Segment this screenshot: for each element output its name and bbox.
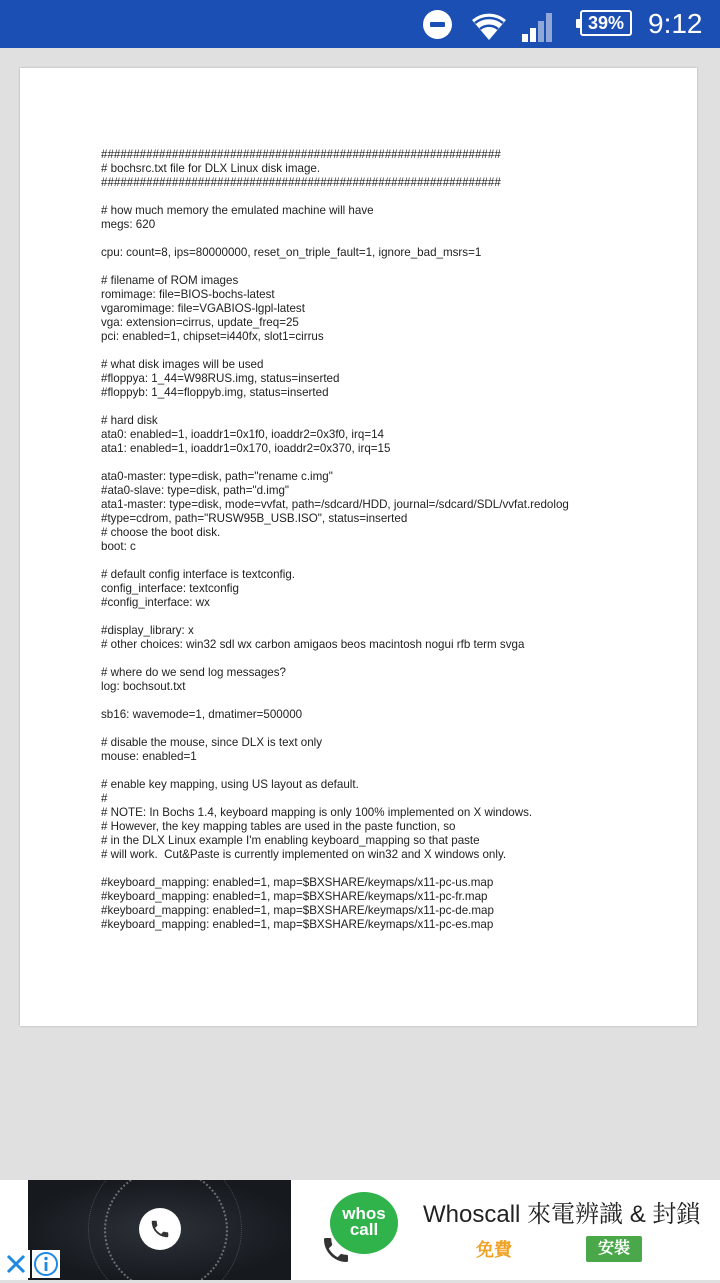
info-icon[interactable] xyxy=(32,1250,60,1278)
whoscall-logo[interactable] xyxy=(310,1180,410,1280)
document-line: #floppya: 1_44=W98RUS.img, status=inserted xyxy=(101,372,340,385)
document-line: ata1-master: type=disk, mode=vvfat, path=/sdcard/HDD, journal=/sdcard/SDL/vvfat.redolog xyxy=(101,498,569,511)
document-line: #type=cdrom, path="RUSW95B_USB.ISO", status=inserted xyxy=(101,512,408,525)
do-not-disturb-icon xyxy=(423,10,452,39)
document-line xyxy=(101,456,691,470)
document-line: #keyboard_mapping: enabled=1, map=$BXSHARE/keymaps/x11-pc-es.map xyxy=(101,918,494,931)
document-line: # in the DLX Linux example I'm enabling keyboard_mapping so that paste xyxy=(101,834,480,847)
document-line: log: bochsout.txt xyxy=(101,680,186,693)
ad-video[interactable] xyxy=(28,1180,291,1280)
install-button[interactable]: 安裝 xyxy=(586,1236,642,1262)
document-line: # filename of ROM images xyxy=(101,274,239,287)
document-line xyxy=(101,260,691,274)
phone-icon xyxy=(320,1234,352,1266)
document-line: cpu: count=8, ips=80000000, reset_on_triple_fault=1, ignore_bad_msrs=1 xyxy=(101,246,482,259)
wifi-icon xyxy=(470,8,508,42)
document-line: # bochsrc.txt file for DLX Linux disk image. xyxy=(101,162,321,175)
document-line: vga: extension=cirrus, update_freq=25 xyxy=(101,316,299,329)
document-line: # disable the mouse, since DLX is text only xyxy=(101,736,323,749)
document-line: boot: c xyxy=(101,540,136,553)
document-line xyxy=(101,344,691,358)
document-line: #keyboard_mapping: enabled=1, map=$BXSHARE/keymaps/x11-pc-de.map xyxy=(101,904,494,917)
battery-icon: 39% xyxy=(580,10,632,36)
document-line: ata0-master: type=disk, path="rename c.img" xyxy=(101,470,333,483)
document-line: # default config interface is textconfig. xyxy=(101,568,295,581)
document-line: ata1: enabled=1, ioaddr1=0x170, ioaddr2=0x370, irq=15 xyxy=(101,442,391,455)
document-line: # how much memory the emulated machine will have xyxy=(101,204,374,217)
document-line: pci: enabled=1, chipset=i440fx, slot1=cirrus xyxy=(101,330,324,343)
document-text xyxy=(101,148,691,932)
whoscall-logo-text: whos call xyxy=(330,1192,398,1254)
document-line: # enable key mapping, using US layout as default. xyxy=(101,778,359,791)
document-line: #ata0-slave: type=disk, path="d.img" xyxy=(101,484,290,497)
document-line xyxy=(101,694,691,708)
document-line: ############################################################## xyxy=(101,176,501,189)
document-line xyxy=(101,862,691,876)
document-line: # choose the boot disk. xyxy=(101,526,221,539)
signal-icon xyxy=(520,10,556,42)
document-line: # other choices: win32 sdl wx carbon amigaos beos macintosh nogui rfb term svga xyxy=(101,638,525,651)
document-line xyxy=(101,722,691,736)
document-line: # hard disk xyxy=(101,414,158,427)
phone-icon[interactable] xyxy=(139,1208,181,1250)
document-line: config_interface: textconfig xyxy=(101,582,239,595)
document-line: mouse: enabled=1 xyxy=(101,750,197,763)
document-line: #keyboard_mapping: enabled=1, map=$BXSHARE/keymaps/x11-pc-fr.map xyxy=(101,890,488,903)
document-line: # NOTE: In Bochs 1.4, keyboard mapping is only 100% implemented on X windows. xyxy=(101,806,533,819)
document-line xyxy=(101,400,691,414)
ad-banner[interactable] xyxy=(0,1180,720,1280)
document-line: romimage: file=BIOS-bochs-latest xyxy=(101,288,275,301)
status-bar xyxy=(0,0,720,48)
ad-title[interactable]: Whoscall 來電辨識 & 封鎖 xyxy=(423,1201,701,1228)
document-page[interactable] xyxy=(20,68,697,1026)
document-line xyxy=(101,554,691,568)
document-line xyxy=(101,190,691,204)
document-line xyxy=(101,232,691,246)
document-line: # what disk images will be used xyxy=(101,358,264,371)
document-line: #display_library: x xyxy=(101,624,194,637)
document-line: ata0: enabled=1, ioaddr1=0x1f0, ioaddr2=0x3f0, irq=14 xyxy=(101,428,384,441)
document-line: #keyboard_mapping: enabled=1, map=$BXSHARE/keymaps/x11-pc-us.map xyxy=(101,876,494,889)
document-line: # where do we send log messages? xyxy=(101,666,286,679)
document-line: megs: 620 xyxy=(101,218,156,231)
ad-price: 免費 xyxy=(476,1240,512,1260)
document-line: # will work. Cut&Paste is currently implemented on win32 and X windows only. xyxy=(101,848,507,861)
document-line xyxy=(101,764,691,778)
document-line xyxy=(101,610,691,624)
document-line: #floppyb: 1_44=floppyb.img, status=inserted xyxy=(101,386,329,399)
document-line: vgaromimage: file=VGABIOS-lgpl-latest xyxy=(101,302,305,315)
close-icon[interactable] xyxy=(2,1250,30,1278)
document-line: sb16: wavemode=1, dmatimer=500000 xyxy=(101,708,303,721)
document-line: #config_interface: wx xyxy=(101,596,210,609)
document-line: # However, the key mapping tables are used in the paste function, so xyxy=(101,820,456,833)
document-line: ############################################################## xyxy=(101,148,501,161)
document-line: # xyxy=(101,792,108,805)
clock: 9:12 xyxy=(648,8,703,39)
document-line xyxy=(101,652,691,666)
